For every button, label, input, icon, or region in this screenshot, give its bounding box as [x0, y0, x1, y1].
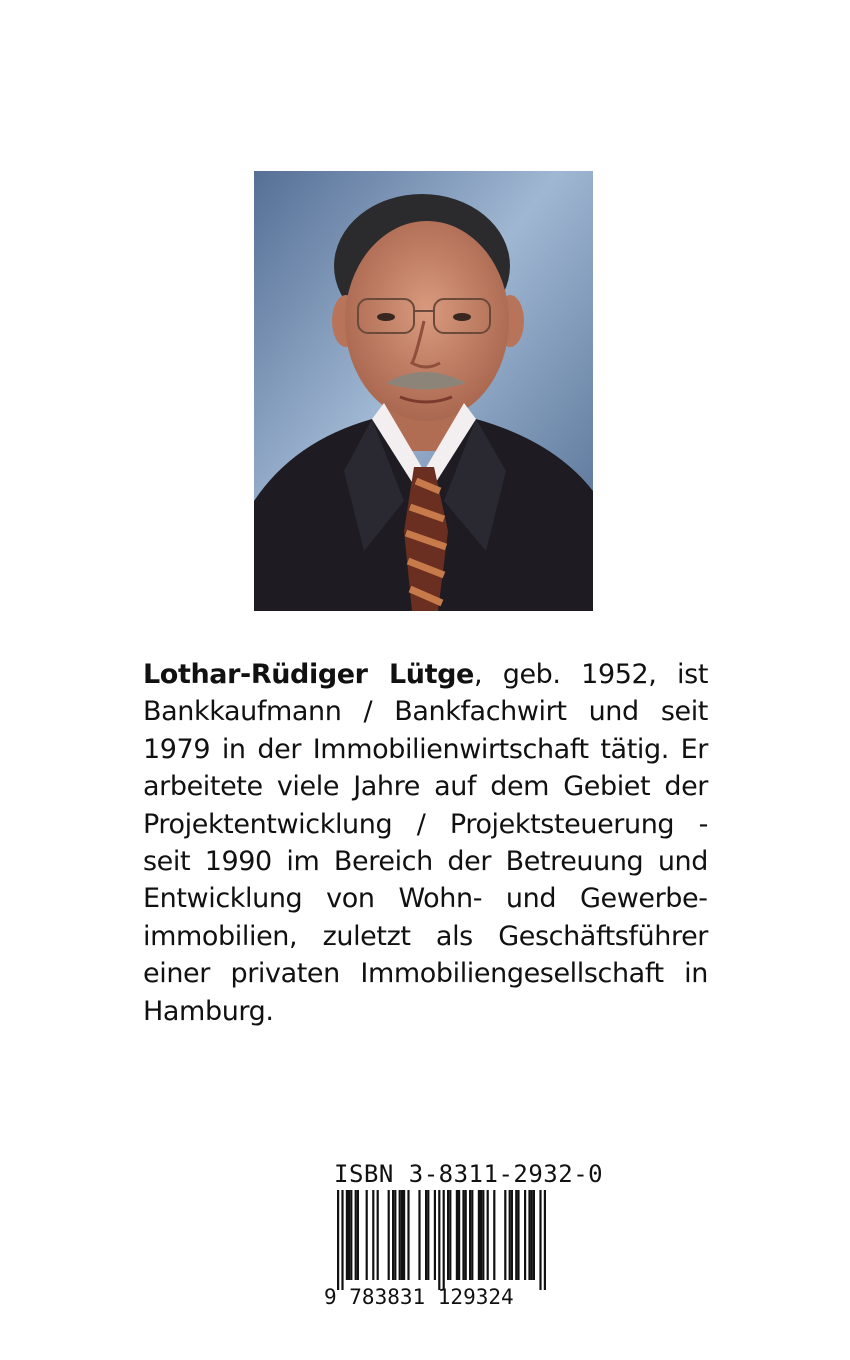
barcode-bar [399, 1190, 401, 1280]
barcode-bar [401, 1190, 403, 1280]
author-photo [254, 171, 593, 611]
author-bio [143, 656, 708, 1030]
barcode-bar [528, 1190, 530, 1280]
barcode-digits: 9 783831 129324 [324, 1285, 514, 1308]
barcode-bar [539, 1190, 541, 1290]
barcode-bar [478, 1190, 480, 1280]
barcode-bar [392, 1190, 394, 1280]
barcode-bar [355, 1190, 357, 1280]
barcode-bar [524, 1190, 526, 1280]
barcode-bar [388, 1190, 390, 1280]
barcode-bar [511, 1190, 513, 1280]
barcode-bar [544, 1190, 546, 1290]
author-bio-text: , geb. 1952, ist Bankkaufmann / Bankfachwirt und seit 1979 in der Immobilienwirtschaft tätig. Er arbeitete viele Jahre auf dem Gebiet der Projektentwicklung / Projektsteuerung - seit 1990 im Bereich der Betreuung und Entwicklung von Wohn- und Gewerbeimmobilien, zuletzt als Geschäftsführer einer privaten Immobiliengesellschaft in Hamburg. [143, 659, 708, 1027]
barcode-bar [487, 1190, 489, 1280]
barcode-bar [493, 1190, 495, 1280]
barcode-bar [449, 1190, 451, 1280]
barcode-bar [377, 1190, 379, 1280]
barcode-bar [480, 1190, 482, 1280]
barcode-bar [469, 1190, 471, 1280]
barcode-bar [427, 1190, 429, 1280]
barcode-bar [434, 1190, 436, 1280]
barcode-bar [531, 1190, 533, 1280]
barcode-bars [337, 1190, 546, 1290]
barcode-bar [456, 1190, 458, 1280]
barcode-bar [348, 1190, 350, 1280]
barcode-bar [425, 1190, 427, 1280]
barcode-bar [341, 1190, 343, 1290]
author-name: Lothar-Rüdiger Lütge [143, 659, 474, 690]
barcode-bar [458, 1190, 460, 1280]
barcode-bar [394, 1190, 396, 1280]
barcode-bar [471, 1190, 473, 1280]
barcode-bar [418, 1190, 420, 1280]
barcode-bar [357, 1190, 359, 1280]
barcode-bar [447, 1190, 449, 1280]
barcode-bar [337, 1190, 339, 1290]
barcode-bar [517, 1190, 519, 1280]
barcode-bar [346, 1190, 348, 1280]
barcode [320, 1190, 560, 1308]
barcode-bar [350, 1190, 352, 1280]
isbn-block [320, 1158, 604, 1308]
barcode-bar [462, 1190, 464, 1280]
barcode-bar [438, 1190, 440, 1290]
author-portrait [254, 171, 593, 611]
barcode-bar [515, 1190, 517, 1280]
barcode-bar [372, 1190, 374, 1280]
barcode-bar [407, 1190, 409, 1280]
barcode-bar [403, 1190, 405, 1280]
barcode-bar [482, 1190, 484, 1280]
barcode-bar [443, 1190, 445, 1290]
barcode-bar [533, 1190, 535, 1280]
barcode-bar [504, 1190, 506, 1280]
isbn-label: ISBN 3-8311-2932-0 [334, 1160, 604, 1188]
barcode-bar [509, 1190, 511, 1280]
barcode-bar [366, 1190, 368, 1280]
barcode-bar [465, 1190, 467, 1280]
